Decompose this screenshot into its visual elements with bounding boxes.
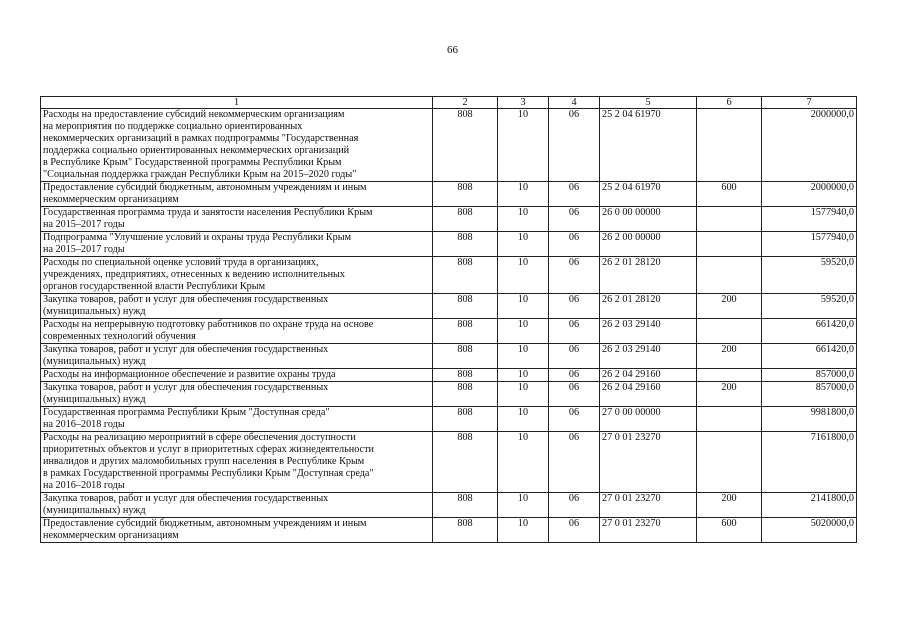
row-section: 10 xyxy=(498,382,549,407)
row-target-article: 26 2 04 29160 xyxy=(600,382,697,407)
row-target-article: 27 0 00 00000 xyxy=(600,407,697,432)
row-expense-type: 200 xyxy=(697,344,762,369)
row-admin-code: 808 xyxy=(433,232,498,257)
row-name: Закупка товаров, работ и услуг для обеспечения государственных (муниципальных) нужд xyxy=(41,493,433,518)
row-subsection: 06 xyxy=(549,109,600,182)
row-target-article: 26 2 01 28120 xyxy=(600,294,697,319)
row-subsection: 06 xyxy=(549,369,600,382)
row-subsection: 06 xyxy=(549,518,600,543)
row-name: Предоставление субсидий бюджетным, автономным учреждениям и иным некоммерческим организациям xyxy=(41,518,433,543)
row-admin-code: 808 xyxy=(433,319,498,344)
row-subsection: 06 xyxy=(549,182,600,207)
row-name: Государственная программа Республики Крым "Доступная среда" на 2016–2018 годы xyxy=(41,407,433,432)
row-subsection: 06 xyxy=(549,493,600,518)
row-section: 10 xyxy=(498,344,549,369)
row-subsection: 06 xyxy=(549,407,600,432)
table-row xyxy=(41,109,857,182)
table-row xyxy=(41,369,857,382)
row-expense-type xyxy=(697,207,762,232)
row-subsection: 06 xyxy=(549,294,600,319)
row-name: Расходы на реализацию мероприятий в сфере обеспечения доступности приоритетных объектов и услуг в приоритетных сферах жизнедеятельности инвалидов и других маломобильных групп населения в Республике Крым в рамках Государственной программы Республики Крым "Доступная среда" на 2016–2018 годы xyxy=(41,432,433,493)
row-target-article: 26 2 00 00000 xyxy=(600,232,697,257)
row-target-article: 26 0 00 00000 xyxy=(600,207,697,232)
header-col-6: 6 xyxy=(697,97,762,109)
table-row xyxy=(41,207,857,232)
row-amount: 1577940,0 xyxy=(762,207,857,232)
row-section: 10 xyxy=(498,182,549,207)
row-name: Закупка товаров, работ и услуг для обеспечения государственных (муниципальных) нужд xyxy=(41,294,433,319)
row-expense-type: 200 xyxy=(697,382,762,407)
row-expense-type: 600 xyxy=(697,518,762,543)
row-admin-code: 808 xyxy=(433,182,498,207)
row-amount: 857000,0 xyxy=(762,369,857,382)
row-expense-type xyxy=(697,369,762,382)
row-subsection: 06 xyxy=(549,319,600,344)
row-admin-code: 808 xyxy=(433,207,498,232)
row-amount: 59520,0 xyxy=(762,257,857,294)
table-row xyxy=(41,344,857,369)
row-target-article: 26 2 01 28120 xyxy=(600,257,697,294)
table-row xyxy=(41,432,857,493)
row-expense-type xyxy=(697,319,762,344)
row-expense-type xyxy=(697,257,762,294)
row-name: Расходы на предоставление субсидий некоммерческим организациям на мероприятия по поддержке социально ориентированных некоммерческих организаций в рамках подпрограммы "Государственная поддержка социально ориентированных некоммерческих организаций в Республике Крым" Государственной программы Республики Крым "Социальная поддержка граждан Республики Крым на 2015–2020 годы" xyxy=(41,109,433,182)
row-admin-code: 808 xyxy=(433,407,498,432)
table-row xyxy=(41,232,857,257)
table-row xyxy=(41,319,857,344)
row-subsection: 06 xyxy=(549,382,600,407)
table-row xyxy=(41,294,857,319)
row-admin-code: 808 xyxy=(433,294,498,319)
row-section: 10 xyxy=(498,518,549,543)
row-subsection: 06 xyxy=(549,344,600,369)
row-expense-type: 200 xyxy=(697,294,762,319)
row-amount: 1577940,0 xyxy=(762,232,857,257)
table-row xyxy=(41,493,857,518)
row-expense-type xyxy=(697,407,762,432)
header-col-2: 2 xyxy=(433,97,498,109)
row-amount: 857000,0 xyxy=(762,382,857,407)
row-target-article: 26 2 04 29160 xyxy=(600,369,697,382)
row-admin-code: 808 xyxy=(433,382,498,407)
row-name: Закупка товаров, работ и услуг для обеспечения государственных (муниципальных) нужд xyxy=(41,382,433,407)
table-row xyxy=(41,407,857,432)
row-amount: 7161800,0 xyxy=(762,432,857,493)
row-admin-code: 808 xyxy=(433,257,498,294)
row-expense-type: 200 xyxy=(697,493,762,518)
row-subsection: 06 xyxy=(549,432,600,493)
row-target-article: 27 0 01 23270 xyxy=(600,432,697,493)
row-section: 10 xyxy=(498,294,549,319)
row-target-article: 25 2 04 61970 xyxy=(600,109,697,182)
row-name: Расходы на непрерывную подготовку работников по охране труда на основе современных технологий обучения xyxy=(41,319,433,344)
row-target-article: 25 2 04 61970 xyxy=(600,182,697,207)
row-expense-type: 600 xyxy=(697,182,762,207)
row-section: 10 xyxy=(498,369,549,382)
row-section: 10 xyxy=(498,493,549,518)
table-row xyxy=(41,518,857,543)
row-section: 10 xyxy=(498,232,549,257)
row-amount: 2000000,0 xyxy=(762,109,857,182)
row-expense-type xyxy=(697,109,762,182)
row-admin-code: 808 xyxy=(433,109,498,182)
row-target-article: 26 2 03 29140 xyxy=(600,344,697,369)
row-target-article: 27 0 01 23270 xyxy=(600,493,697,518)
page-number: 66 xyxy=(447,44,458,56)
row-expense-type xyxy=(697,432,762,493)
row-name: Подпрограмма "Улучшение условий и охраны труда Республики Крым на 2015–2017 годы xyxy=(41,232,433,257)
row-amount: 661420,0 xyxy=(762,319,857,344)
table-row xyxy=(41,182,857,207)
row-section: 10 xyxy=(498,257,549,294)
row-amount: 5020000,0 xyxy=(762,518,857,543)
row-section: 10 xyxy=(498,207,549,232)
header-col-4: 4 xyxy=(549,97,600,109)
row-name: Государственная программа труда и занятости населения Республики Крым на 2015–2017 годы xyxy=(41,207,433,232)
budget-table xyxy=(40,96,857,543)
row-name: Расходы по специальной оценке условий труда в организациях, учреждениях, предприятиях, отнесенных к ведению исполнительных органов государственной власти Республики Крым xyxy=(41,257,433,294)
row-name: Предоставление субсидий бюджетным, автономным учреждениям и иным некоммерческим организациям xyxy=(41,182,433,207)
row-amount: 661420,0 xyxy=(762,344,857,369)
row-section: 10 xyxy=(498,407,549,432)
row-name: Расходы на информационное обеспечение и развитие охраны труда xyxy=(41,369,433,382)
row-subsection: 06 xyxy=(549,232,600,257)
row-subsection: 06 xyxy=(549,207,600,232)
row-expense-type xyxy=(697,232,762,257)
row-target-article: 27 0 01 23270 xyxy=(600,518,697,543)
table-row xyxy=(41,257,857,294)
row-amount: 9981800,0 xyxy=(762,407,857,432)
row-admin-code: 808 xyxy=(433,432,498,493)
row-section: 10 xyxy=(498,432,549,493)
row-target-article: 26 2 03 29140 xyxy=(600,319,697,344)
row-subsection: 06 xyxy=(549,257,600,294)
header-col-1: 1 xyxy=(41,97,433,109)
header-col-5: 5 xyxy=(600,97,697,109)
row-admin-code: 808 xyxy=(433,344,498,369)
row-admin-code: 808 xyxy=(433,493,498,518)
header-col-7: 7 xyxy=(762,97,857,109)
row-amount: 2000000,0 xyxy=(762,182,857,207)
row-admin-code: 808 xyxy=(433,518,498,543)
header-col-3: 3 xyxy=(498,97,549,109)
row-amount: 2141800,0 xyxy=(762,493,857,518)
row-admin-code: 808 xyxy=(433,369,498,382)
header-row xyxy=(41,97,857,109)
table-row xyxy=(41,382,857,407)
row-section: 10 xyxy=(498,109,549,182)
table-body xyxy=(41,109,857,543)
row-amount: 59520,0 xyxy=(762,294,857,319)
row-name: Закупка товаров, работ и услуг для обеспечения государственных (муниципальных) нужд xyxy=(41,344,433,369)
row-section: 10 xyxy=(498,319,549,344)
